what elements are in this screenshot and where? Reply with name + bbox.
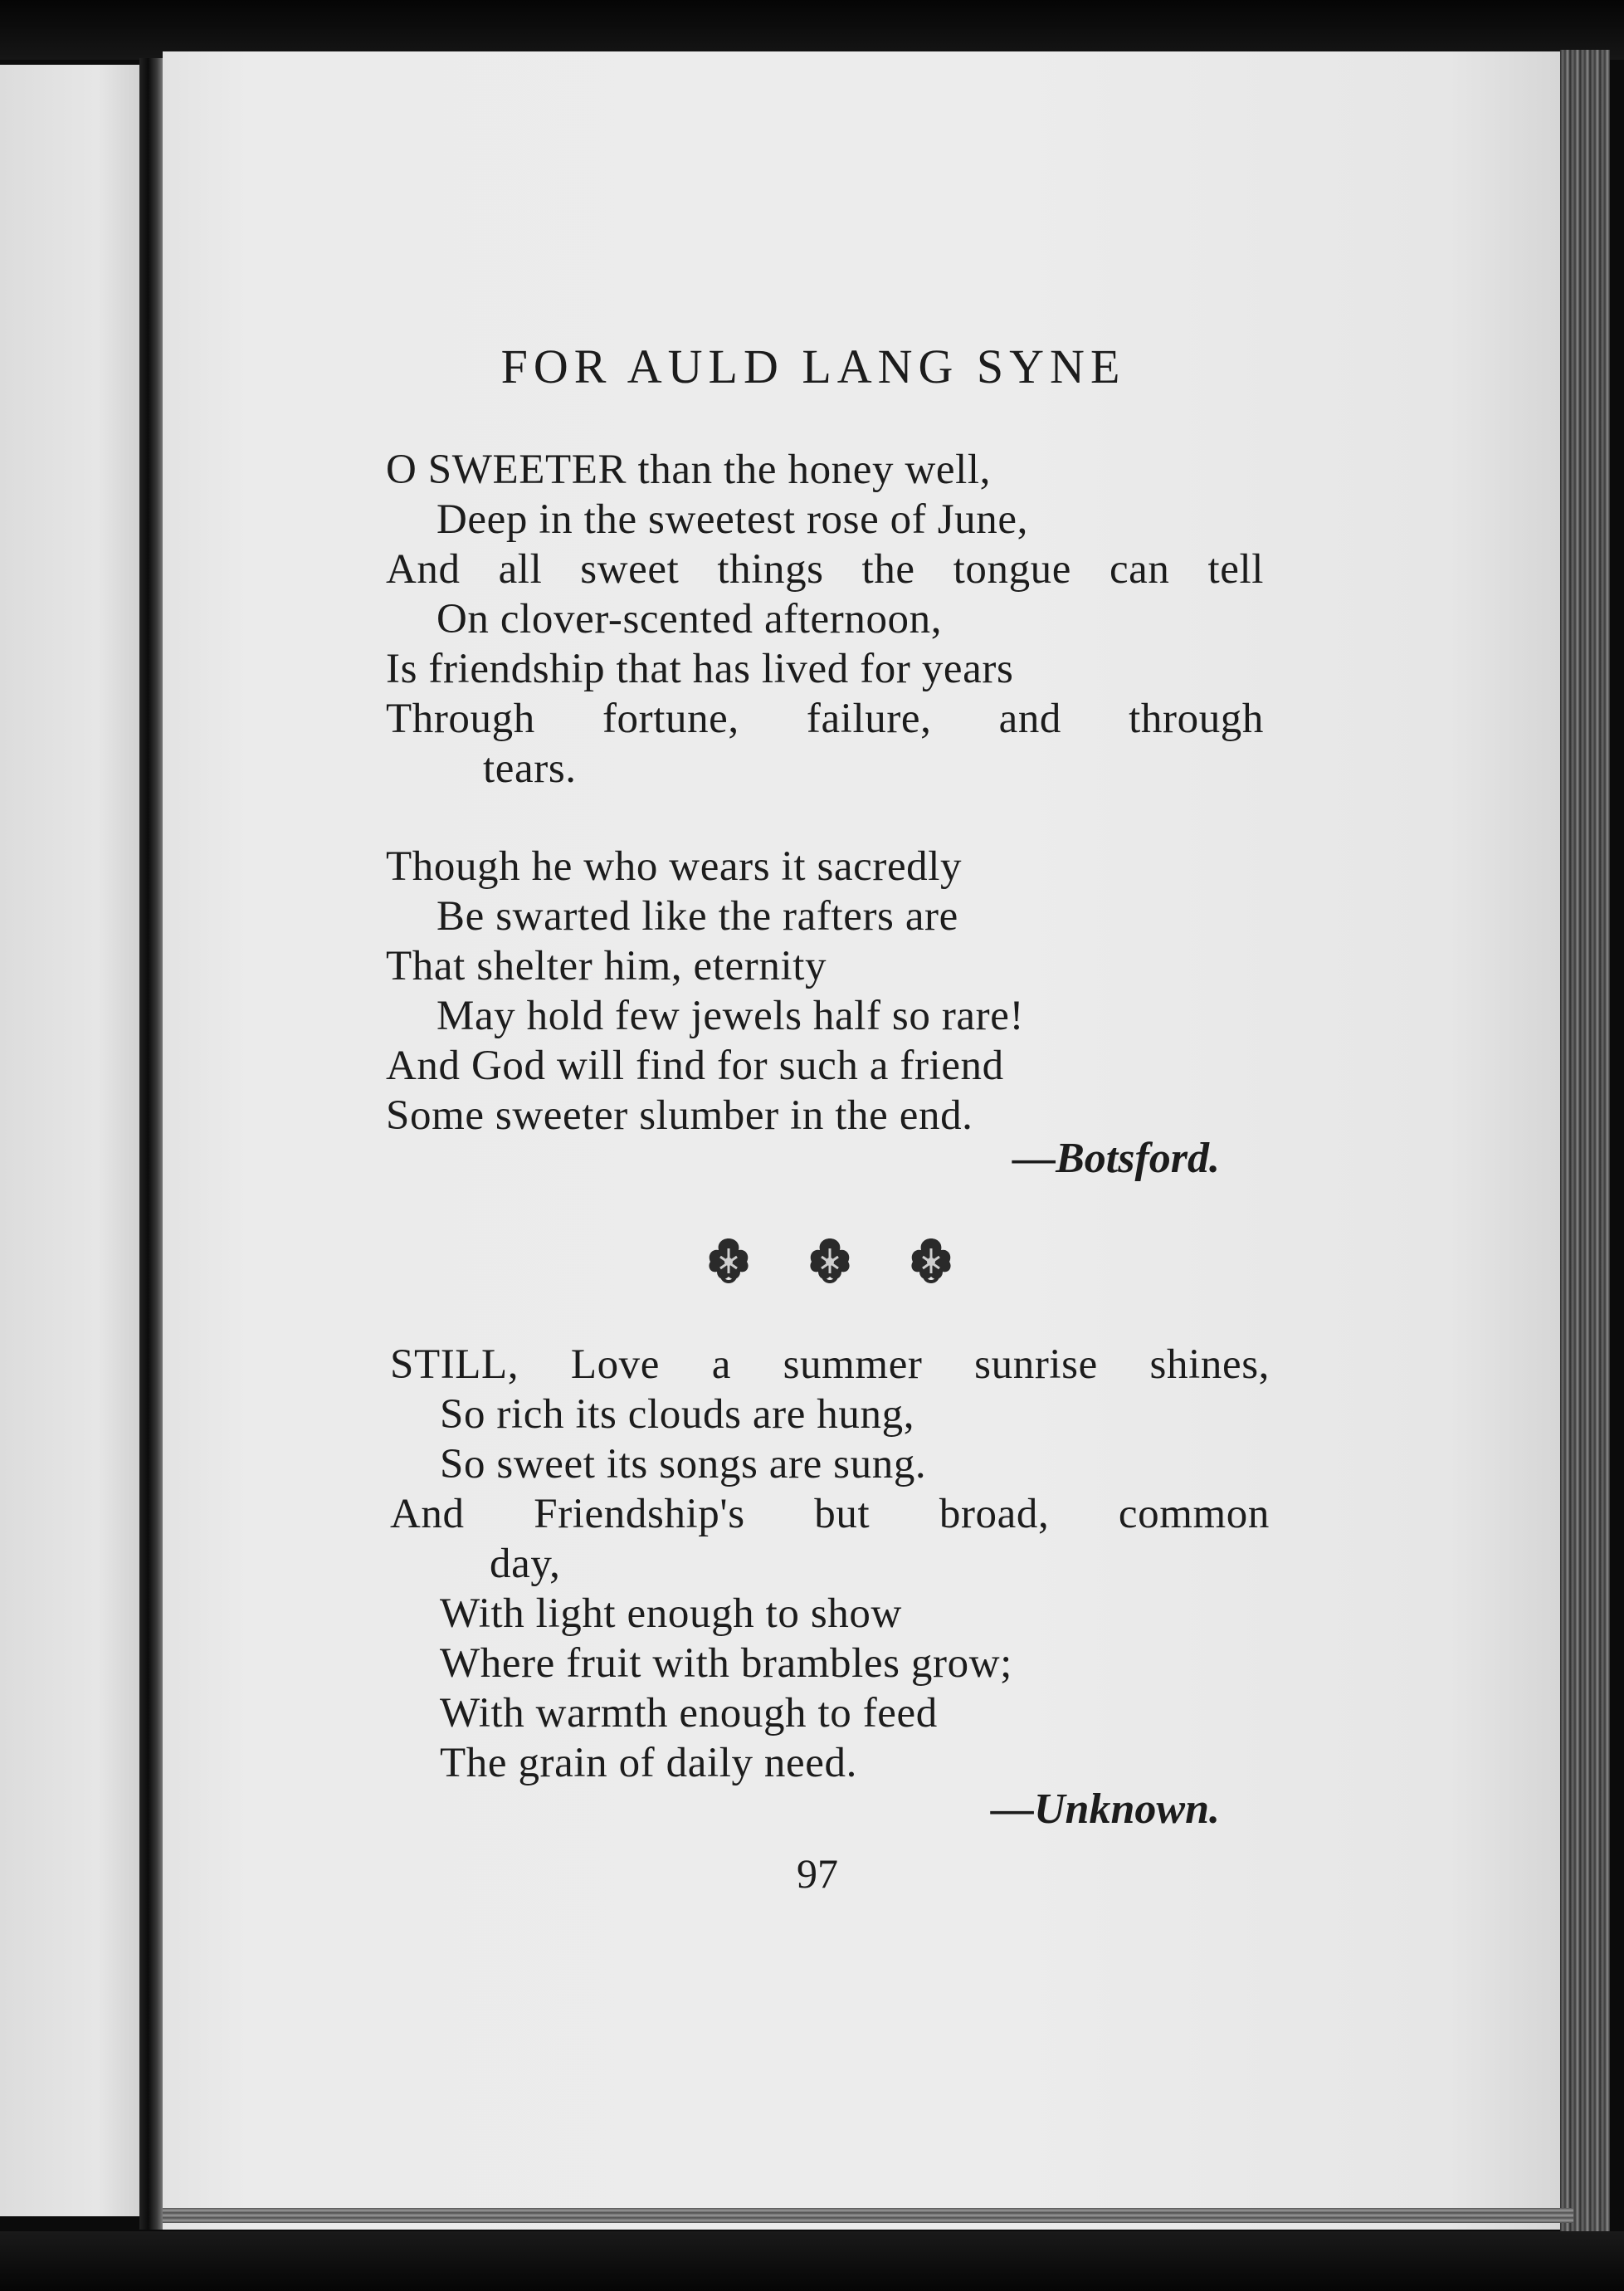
- poem-line: With light enough to show: [440, 1590, 902, 1637]
- poem-title: FOR AULD LANG SYNE: [500, 339, 1126, 393]
- poem-line: The grain of daily need.: [440, 1740, 857, 1786]
- page-number: 97: [797, 1850, 838, 1897]
- poem-line: Though he who wears it sacredly: [386, 843, 963, 890]
- poem-line: Be swarted like the rafters are: [436, 893, 958, 940]
- poem-line: Deep in the sweetest rose of June,: [436, 496, 1028, 543]
- poem-line: day,: [490, 1541, 561, 1587]
- poem-line: Some sweeter slumber in the end.: [386, 1092, 973, 1139]
- poem-line: So rich its clouds are hung,: [440, 1391, 915, 1438]
- floral-ornament-icon: [705, 1235, 752, 1285]
- poem-line: On clover-scented afternoon,: [436, 596, 943, 642]
- poem-line: With warmth enough to feed: [440, 1690, 938, 1737]
- poem-line: Is friendship that has lived for years: [386, 646, 1014, 692]
- section-divider: [705, 1235, 954, 1288]
- poem-attribution: —Unknown.: [991, 1785, 1220, 1833]
- poem-line: And God will find for such a friend: [386, 1043, 1004, 1089]
- poem-line: That shelter him, eternity: [386, 943, 827, 989]
- poem-line: STILL, Love a summer sunrise shines,: [390, 1341, 1270, 1388]
- poem-attribution: —Botsford.: [1012, 1135, 1220, 1182]
- poem-line: O SWEETER than the honey well,: [386, 447, 992, 493]
- poem-line: May hold few jewels half so rare!: [436, 993, 1025, 1039]
- poem-line: And Friendship's but broad, common: [390, 1491, 1270, 1537]
- poem-line: Where fruit with brambles grow;: [440, 1640, 1012, 1687]
- floral-ornament-icon: [908, 1235, 954, 1285]
- poem-line: And all sweet things the tongue can tell: [386, 546, 1264, 593]
- poem-line: tears.: [483, 745, 577, 792]
- poem-line: So sweet its songs are sung.: [440, 1441, 927, 1487]
- poem-line: Through fortune, failure, and through: [386, 696, 1264, 742]
- floral-ornament-icon: [807, 1235, 853, 1285]
